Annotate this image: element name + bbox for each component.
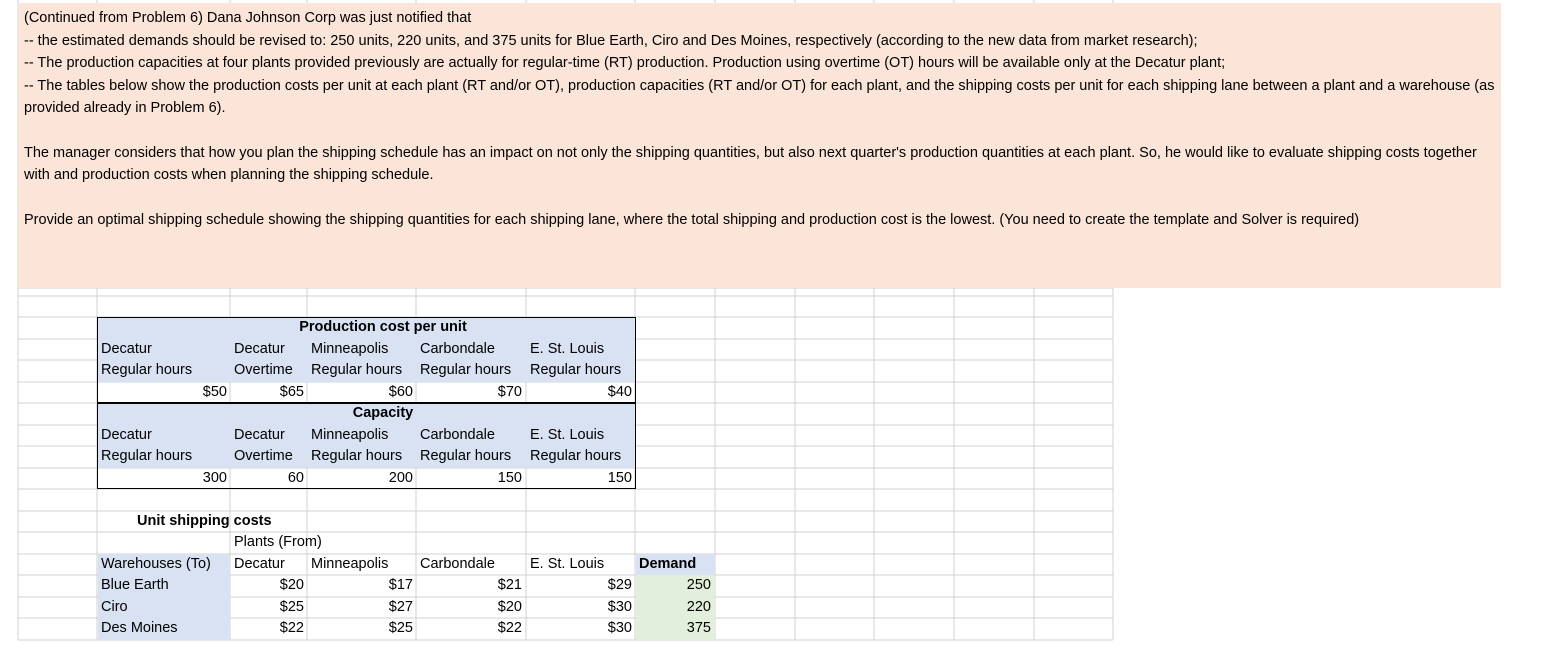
capacity-plant-name: Carbondale <box>420 427 495 443</box>
shipping-cost-cell: $30 <box>607 599 632 615</box>
capacity-hours-type: Overtime <box>234 448 293 464</box>
capacity-value: 150 <box>607 470 632 486</box>
production-cost-title: Production cost per unit <box>299 319 467 335</box>
capacity-plant-name: Minneapolis <box>311 427 389 443</box>
shipping-cost-cell: $25 <box>388 620 413 636</box>
shipping-cost-cell: $29 <box>607 577 632 593</box>
shipping-cost-cell: $21 <box>497 577 522 593</box>
task-paragraph: Provide an optimal shipping schedule showing the shipping quantities for each shipping lane, where the total shipping and production cost is the lowest. (You need to create the template and Solver is required) <box>24 211 1360 228</box>
demand-value: 250 <box>686 577 711 593</box>
shipping-cost-cell: $22 <box>279 620 304 636</box>
shipping-plant-header: Carbondale <box>420 556 495 572</box>
warehouse-name: Ciro <box>101 599 128 615</box>
shipping-cost-cell: $20 <box>497 599 522 615</box>
warehouse-name: Blue Earth <box>101 577 169 593</box>
production-plant-name: Decatur <box>234 341 285 357</box>
capacity-value: 200 <box>388 470 413 486</box>
production-cost-value: $65 <box>279 384 304 400</box>
capacity-hours-type: Regular hours <box>101 448 193 464</box>
shipping-cost-cell: $25 <box>279 599 304 615</box>
capacity-value: 150 <box>497 470 522 486</box>
shipping-title: Unit shipping costs <box>137 513 272 529</box>
shipping-plant-header: Minneapolis <box>311 556 389 572</box>
shipping-cost-cell: $22 <box>497 620 522 636</box>
capacity-value: 60 <box>287 470 304 486</box>
shipping-plant-header: E. St. Louis <box>530 556 605 572</box>
demand-value: 375 <box>686 620 711 636</box>
warehouse-name: Des Moines <box>101 620 178 636</box>
demand-header: Demand <box>639 556 697 572</box>
intro-line: (Continued from Problem 6) Dana Johnson Corp was just notified that <box>24 10 472 26</box>
production-hours-type: Regular hours <box>101 362 193 378</box>
production-hours-type: Regular hours <box>311 362 403 378</box>
production-cost-value: $70 <box>497 384 522 400</box>
capacity-hours-type: Regular hours <box>420 448 512 464</box>
production-cost-value: $50 <box>202 384 227 400</box>
shipping-cost-cell: $27 <box>388 599 413 615</box>
production-hours-type: Regular hours <box>530 362 622 378</box>
manager-paragraph: The manager considers that how you plan the shipping schedule has an impact on not only the shipping quantities, but also next quarter's production quantities at each plant. So, he would like to evaluate shipping costs together with and production costs when planning the shipping schedule. <box>24 144 1481 183</box>
problem-statement <box>18 3 1501 288</box>
production-plant-name: Minneapolis <box>311 341 389 357</box>
capacity-plant-name: Decatur <box>101 427 152 443</box>
shipping-plant-header: Decatur <box>234 556 285 572</box>
intro-line: -- The production capacities at four plants provided previously are actually for regular-time (RT) production. Production using overtime (OT) hours will be available only at the Decatur plant; <box>24 55 1226 71</box>
capacity-plant-name: E. St. Louis <box>530 427 605 443</box>
intro-line: -- the estimated demands should be revised to: 250 units, 220 units, and 375 units for Blue Earth, Ciro and Des Moines, respectively (according to the new data from market research); <box>24 32 1198 49</box>
production-hours-type: Overtime <box>234 362 293 378</box>
capacity-title: Capacity <box>352 405 414 421</box>
production-cost-value: $60 <box>388 384 413 400</box>
intro-line: -- The tables below show the production costs per unit at each plant (RT and/or OT), production capacities (RT and/or OT) for each plant, and the shipping costs per unit for each shipping lane between a plant and a warehouse (as provided already in Problem 6). <box>24 77 1499 116</box>
production-hours-type: Regular hours <box>420 362 512 378</box>
capacity-hours-type: Regular hours <box>311 448 403 464</box>
capacity-hours-type: Regular hours <box>530 448 622 464</box>
warehouses-to-label: Warehouses (To) <box>101 556 211 572</box>
shipping-cost-cell: $17 <box>388 577 413 593</box>
shipping-cost-cell: $30 <box>607 620 632 636</box>
production-plant-name: Decatur <box>101 341 152 357</box>
demand-value: 220 <box>686 599 711 615</box>
plants-from-label: Plants (From) <box>234 534 322 550</box>
shipping-cost-cell: $20 <box>279 577 304 593</box>
capacity-value: 300 <box>202 470 227 486</box>
production-plant-name: E. St. Louis <box>530 341 605 357</box>
production-plant-name: Carbondale <box>420 341 495 357</box>
capacity-plant-name: Decatur <box>234 427 285 443</box>
production-cost-value: $40 <box>607 384 632 400</box>
